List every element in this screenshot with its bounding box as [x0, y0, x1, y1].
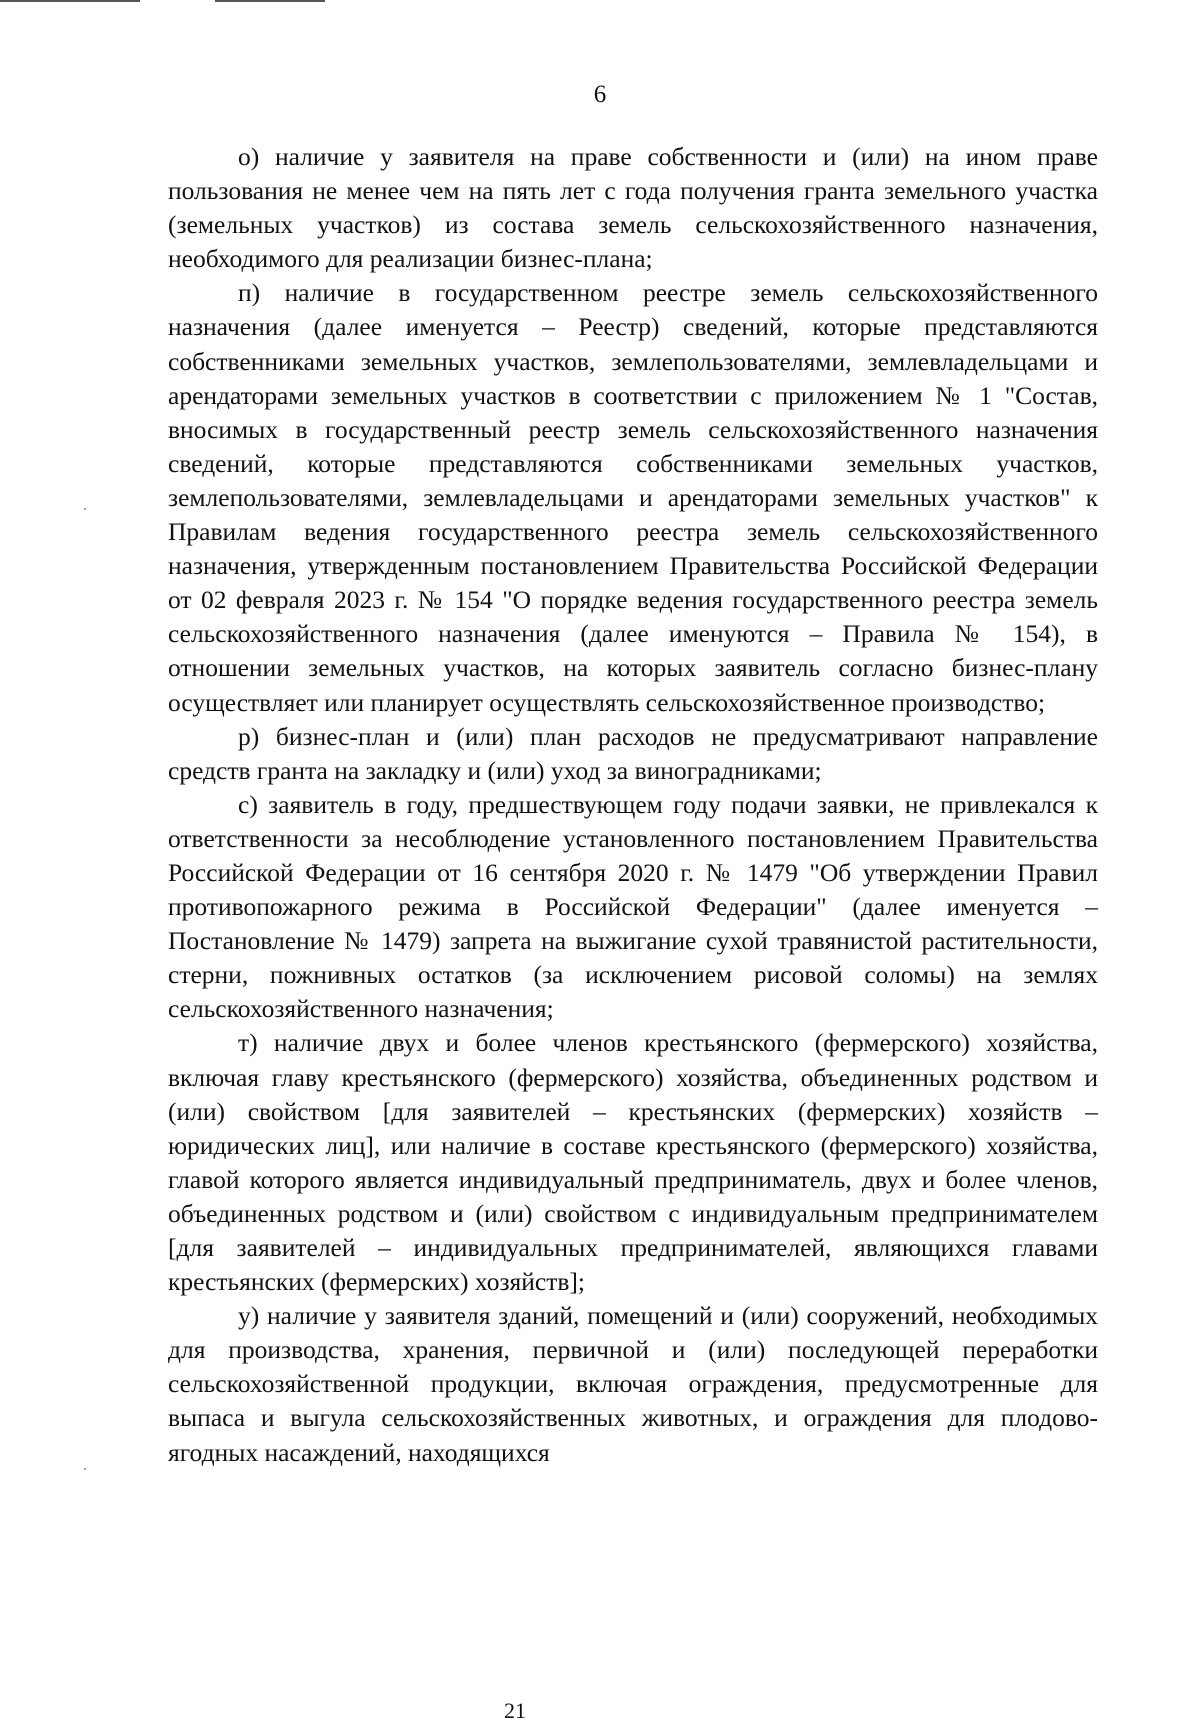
scan-dot — [84, 508, 86, 510]
paragraph-p: п) наличие в государственном реестре земель сельскохозяйственного назначения (далее именуется – Реестр) сведений, которые представляются собственниками земельных участков, землепользователями, землевладельцами и арендаторами земельных участков в соответствии с приложением № 1 "Состав, вносимых в государственный реестр земель сельскохозяйственного назначения сведений, которые представляются собственниками земельных участков, землепользователями, землевладельцами и арендаторами земельных участков" к Правилам ведения государственного реестра земель сельскохозяйственного назначения, утвержденным постановлением Правительства Российской Федерации от 02 февраля 2023 г. № 154 "О порядке ведения государственного реестра земель сельскохозяйственного назначения (далее именуются – Правила № 154), в отношении земельных участков, на которых заявитель согласно бизнес-плану осуществляет или планирует осуществлять сельскохозяйственное производство; — [168, 278, 1098, 717]
scan-artifact-line — [215, 0, 325, 2]
scan-artifact-line — [0, 0, 140, 2]
paragraph-o: о) наличие у заявителя на праве собственности и (или) на ином праве пользования не менее чем на пять лет с года получения гранта земельного участка (земельных участков) из состава земель сельскохозяйственного назначения, необходимого для реализации бизнес-плана; — [168, 142, 1098, 274]
next-page-fragment-text: 21 — [504, 1698, 526, 1723]
document-body — [168, 140, 1098, 1470]
next-page-fragment — [504, 1698, 544, 1723]
paragraph-r: р) бизнес-план и (или) план расходов не предусматривают направление средств гранта на закладку и (или) уход за виноградниками; — [168, 721, 1098, 785]
paragraph-t: т) наличие двух и более членов крестьянского (фермерского) хозяйства, включая главу крестьянского (фермерского) хозяйства, объединенных родством и (или) свойством [для заявителей – крестьянских (фермерских) хозяйств – юридических лиц], или наличие в составе крестьянского (фермерского) хозяйства, главой которого является индивидуальный предприниматель, двух и более членов, объединенных родством и (или) свойством с индивидуальным предпринимателем [для заявителей – индивидуальных предпринимателей, являющихся главами крестьянских (фермерских) хозяйств]; — [168, 1028, 1098, 1297]
page-number: 6 — [593, 81, 607, 108]
paragraph-u: у) наличие у заявителя зданий, помещений и (или) сооружений, необходимых для производства, хранения, первичной и (или) последующей переработки сельскохозяйственной продукции, включая ограждения, предусмотренные для выпаса и выгула сельскохозяйственных животных, и ограждения для плодово-ягодных насаждений, находящихся — [168, 1301, 1098, 1467]
paragraph-s: с) заявитель в году, предшествующем году подачи заявки, не привлекался к ответственности за несоблюдение установленного постановлением Правительства Российской Федерации от 16 сентября 2020 г. № 1479 "Об утверждении Правил противопожарного режима в Российской Федерации" (далее именуется – Постановление № 1479) запрета на выжигание сухой травянистой растительности, стерни, пожнивных остатков (за исключением рисовой соломы) на землях сельскохозяйственного назначения; — [168, 789, 1098, 1024]
scan-dot — [84, 1468, 86, 1470]
